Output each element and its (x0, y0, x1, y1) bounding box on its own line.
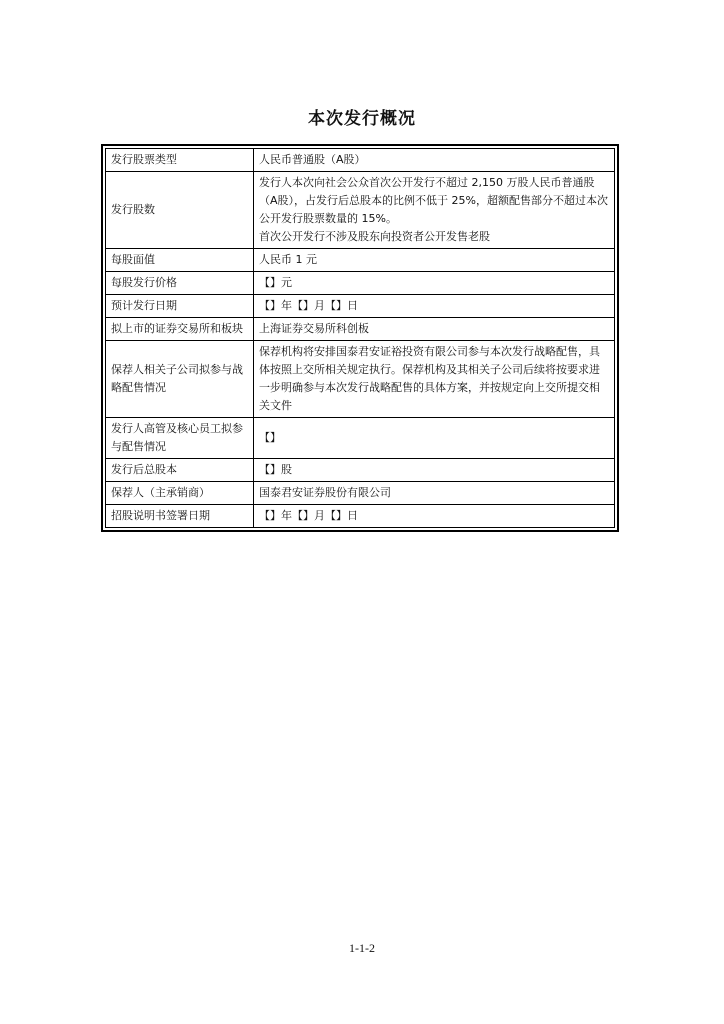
row-label: 预计发行日期 (106, 295, 254, 318)
row-value: 【】元 (254, 272, 615, 295)
row-label: 拟上市的证券交易所和板块 (106, 318, 254, 341)
row-value: 国泰君安证券股份有限公司 (254, 482, 615, 505)
offering-summary-table (105, 148, 615, 528)
row-value: 保荐机构将安排国泰君安证裕投资有限公司参与本次发行战略配售，具体按照上交所相关规定执行。保荐机构及其相关子公司后续将按要求进一步明确参与本次发行战略配售的具体方案，并按规定向上交所提交相关文件 (254, 341, 615, 418)
row-value: 【】 (254, 418, 615, 459)
row-label: 发行股数 (106, 172, 254, 249)
table-row-executive-placement (106, 418, 615, 459)
row-value: 人民币 1 元 (254, 249, 615, 272)
row-value (254, 172, 615, 249)
row-value: 【】年【】月【】日 (254, 295, 615, 318)
table-row-sponsor-strategic-placement (106, 341, 615, 418)
page-number: 1-1-2 (349, 941, 375, 955)
table-row-total-shares-after (106, 459, 615, 482)
row-value: 上海证券交易所科创板 (254, 318, 615, 341)
row-label: 每股面值 (106, 249, 254, 272)
table-row-par-value (106, 249, 615, 272)
row-label: 保荐人（主承销商） (106, 482, 254, 505)
table-row-issue-date (106, 295, 615, 318)
table-row-sponsor (106, 482, 615, 505)
table-row-share-type (106, 149, 615, 172)
row-label: 发行人高管及核心员工拟参与配售情况 (106, 418, 254, 459)
table-row-exchange-board (106, 318, 615, 341)
row-label: 发行股票类型 (106, 149, 254, 172)
row-label: 发行后总股本 (106, 459, 254, 482)
row-value: 【】股 (254, 459, 615, 482)
row-label: 保荐人相关子公司拟参与战略配售情况 (106, 341, 254, 418)
row-value-note: 首次公开发行不涉及股东向投资者公开发售老股 (259, 230, 490, 243)
page-title: 本次发行概况 (308, 109, 416, 129)
offering-summary-table-frame (101, 144, 619, 532)
table-row-prospectus-date (106, 505, 615, 528)
table-row-issue-price (106, 272, 615, 295)
row-value: 人民币普通股（A股） (254, 149, 615, 172)
row-label: 每股发行价格 (106, 272, 254, 295)
row-label: 招股说明书签署日期 (106, 505, 254, 528)
row-value: 【】年【】月【】日 (254, 505, 615, 528)
table-row-share-count (106, 172, 615, 249)
row-value-text: 发行人本次向社会公众首次公开发行不超过 2,150 万股人民币普通股（A股），占发行后总股本的比例不低于 25%，超额配售部分不超过本次公开发行股票数量的 15%。 (259, 176, 608, 225)
